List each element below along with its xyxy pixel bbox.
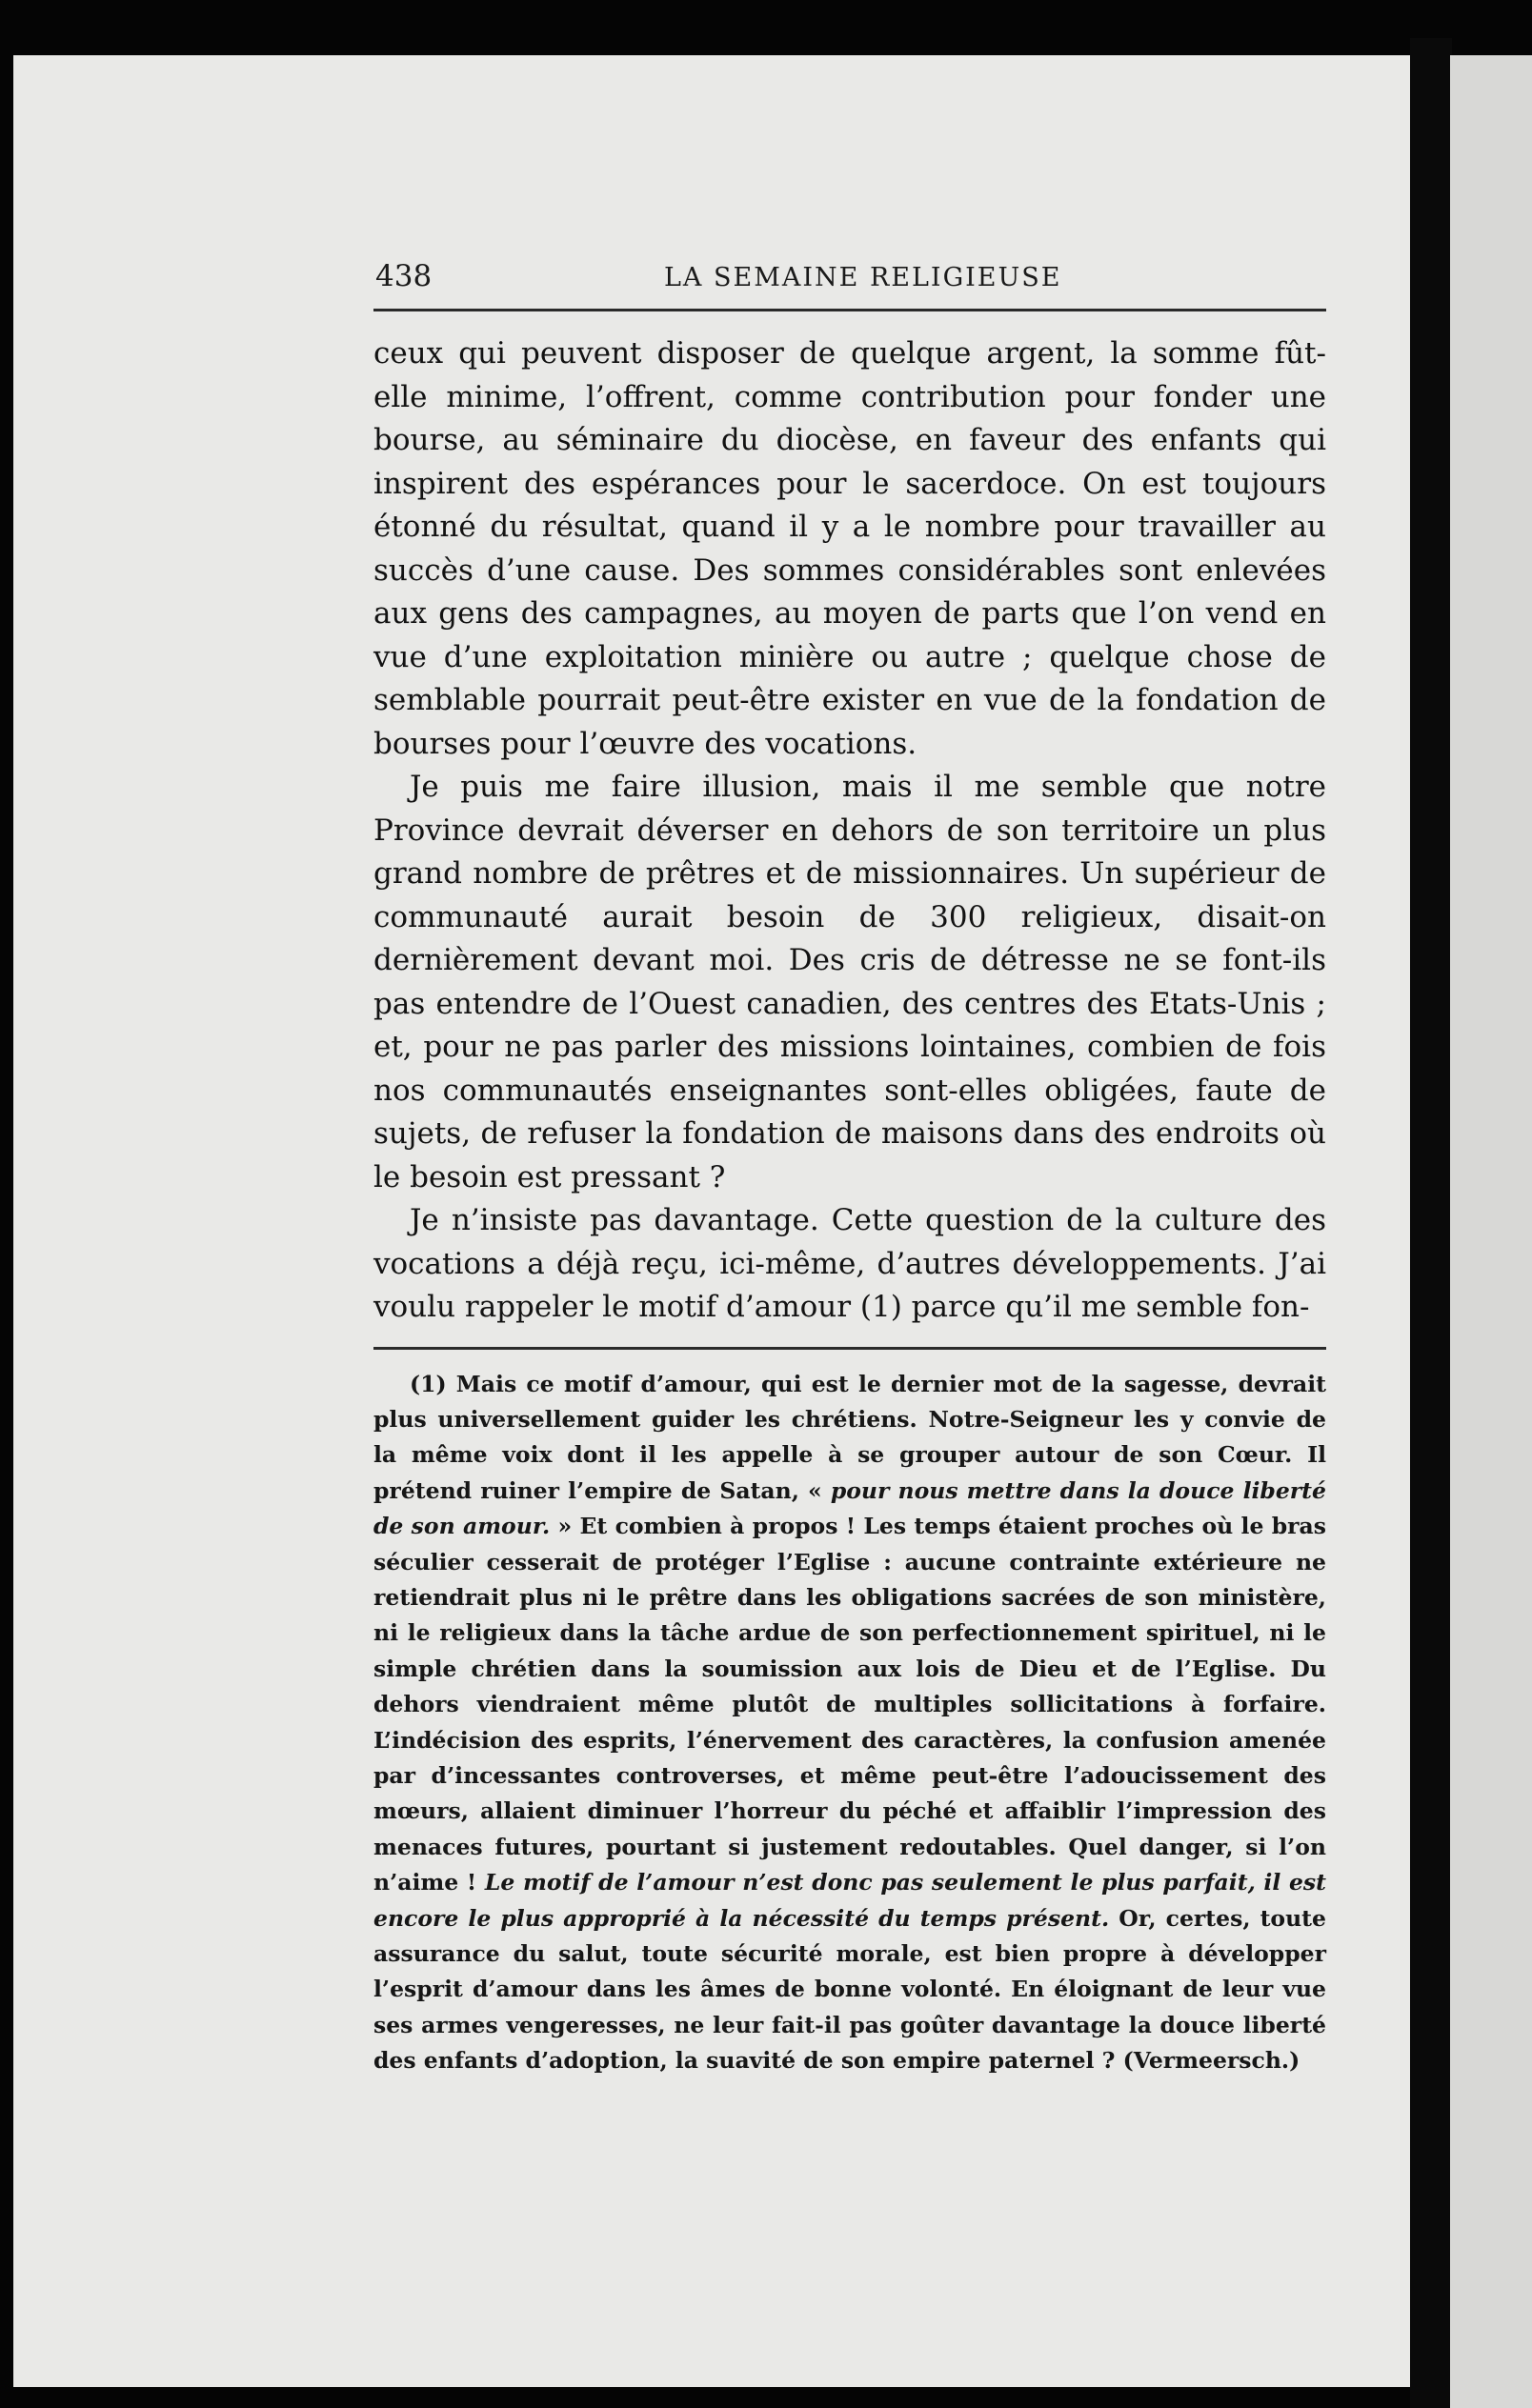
page-content [373, 255, 1326, 2079]
footnote-divider [373, 1347, 1326, 1350]
paragraph-2: Je puis me faire illusion, mais il me semble que notre Province devrait déverser en dehors de son territoire un plus grand nombre de prêtres et de missionnaires. Un supérieur de communauté aurait besoin de 300 religieux, disait-on dernièrement devant moi. Des cris de détresse ne se font-ils pas entendre de l’Ouest canadien, des centres des Etats-Unis ; et, pour ne pas parler des missions lointaines, combien de fois nos communautés enseignantes sont-elles obligées, faute de sujets, de refuser la fondation de maisons dans des endroits où le besoin est pressant ? [373, 770, 1326, 1194]
paragraph-1: ceux qui peuvent disposer de quelque argent, la somme fût-elle minime, l’offrent, comme contribution pour fonder une bourse, au séminaire du diocèse, en faveur des enfants qui inspirent des espérances pour le sacerdoce. On est toujours étonné du résultat, quand il y a le nombre pour travailler au succès d’une cause. Des sommes considérables sont enlevées aux gens des campagnes, au moyen de parts que l’on vend en vue d’une exploitation minière ou autre ; quelque chose de semblable pourrait peut-être exister en vue de la fondation de bourses pour l’œuvre des vocations. [373, 336, 1326, 761]
page-number: 438 [375, 259, 433, 293]
body-text [373, 332, 1326, 1330]
page-gutter [1410, 38, 1452, 2408]
scanned-page [13, 55, 1410, 2387]
footnote-text-2: » Et combien à propos ! Les temps étaient proches où le bras séculier cesserait de protéger l’Eglise : aucune contrainte extérieure ne retiendrait plus ni le prêtre dans les obligations sacrées de son ministère, ni le religieux dans la tâche ardue de son perfectionnement spirituel, ni le simple chrétien dans la soumission aux lois de Dieu et de l’Eglise. Du dehors viendraient même plutôt de multiples sollicitations à forfaire. L’indécision des esprits, l’énervement des caractères, la confusion amenée par d’incessantes controverses, et même peut-être l’adoucissement des mœurs, allaient diminuer l’horreur du péché et affaiblir l’impression des menaces futures, pourtant si justement redoutables. Quel danger, si l’on n’aime ! [373, 1513, 1326, 1896]
footnote-italic-emphasis: Le motif de l’amour n’est donc pas seulement le plus parfait, il est encore le plus approprié à la nécessité du temps présent. [373, 1869, 1326, 1932]
footnote [373, 1367, 1326, 2079]
running-header [373, 255, 1326, 311]
running-title: LA SEMAINE RELIGIEUSE [664, 263, 1062, 292]
footnote-text-3: Or, certes, toute assurance du salut, toute sécurité morale, est bien propre à développer l’esprit d’amour dans les âmes de bonne volonté. En éloignant de leur vue ses armes vengeresses, ne leur fait-il pas goûter davantage la douce liberté des enfants d’adoption, la suavité de son empire paternel ? (Vermeersch.) [373, 1904, 1326, 2075]
footnote-text-1: (1) Mais ce motif d’amour, qui est le dernier mot de la sagesse, devrait plus universellement guider les chrétiens. Notre-Seigneur les y convie de la même voix dont il les appelle à se grouper autour de son Cœur. Il prétend ruiner l’empire de Satan, « [373, 1370, 1326, 1504]
paragraph-3: Je n’insiste pas davantage. Cette question de la culture des vocations a déjà reçu, ici-même, d’autres développements. J’ai voulu rappeler le motif d’amour (1) parce qu’il me semble fon- [373, 1203, 1326, 1324]
adjacent-page-edge [1450, 55, 1532, 2408]
footnote-italic-quote: pour nous mettre dans la douce liberté de son amour. [373, 1476, 1326, 1540]
